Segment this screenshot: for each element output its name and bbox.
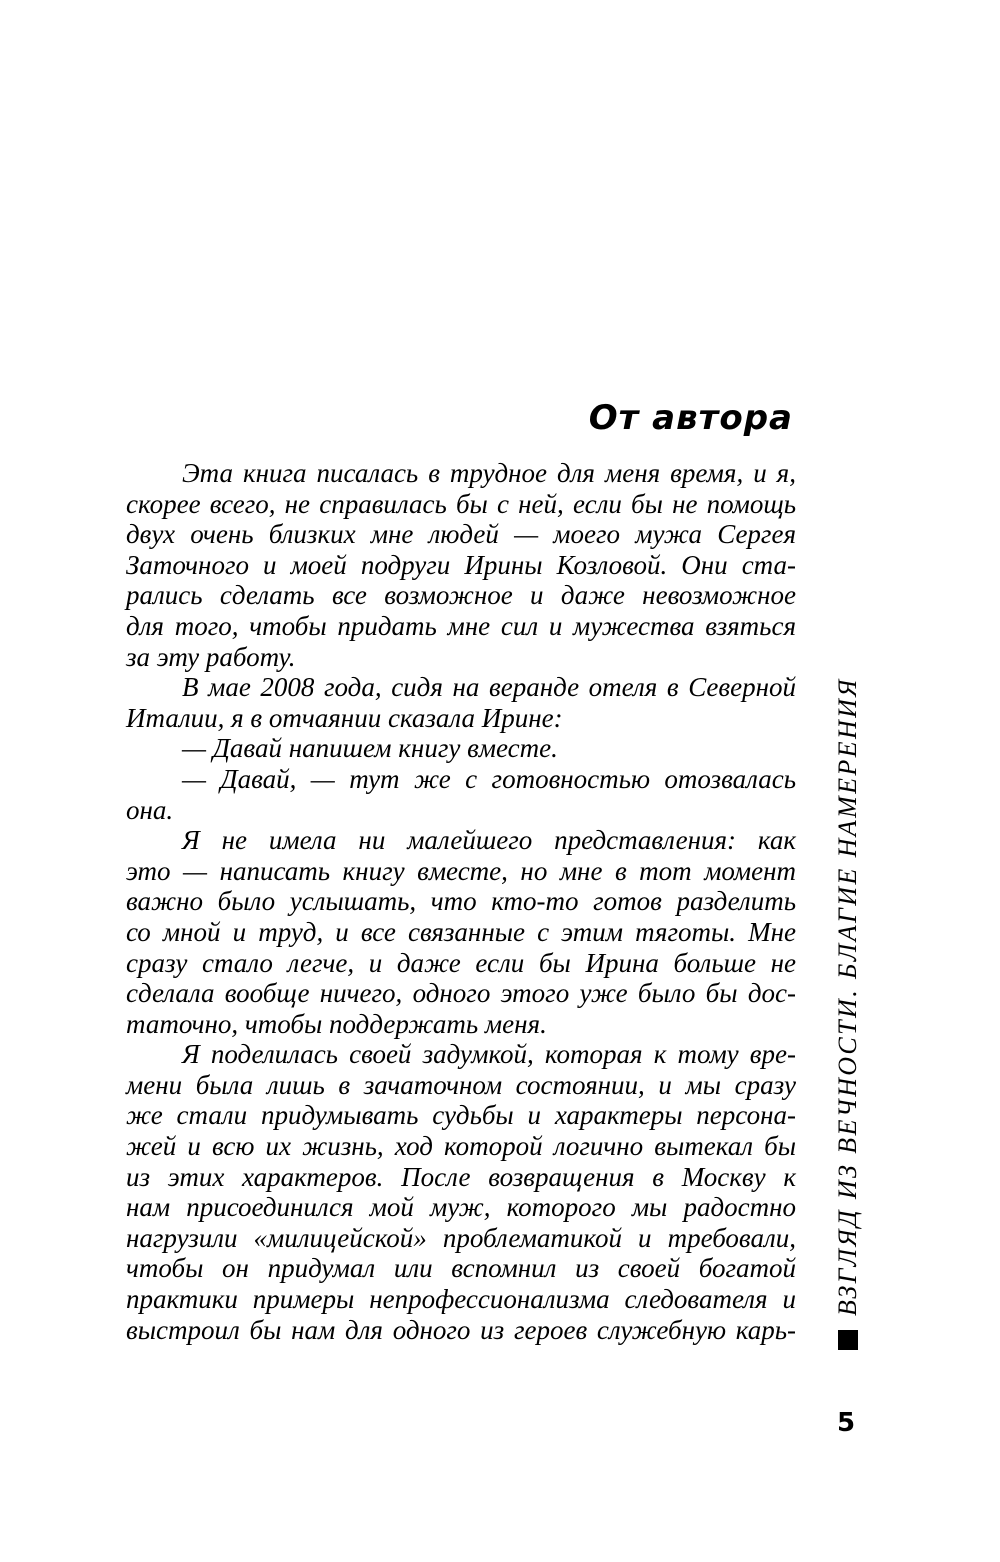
text-line: — Давай, — тут же с готовностью отозвалась	[182, 763, 796, 794]
text-line: мени была лишь в зачаточном состоянии, и мы сразу	[126, 1069, 796, 1100]
text-line: рались сделать все возможное и даже невозможное	[126, 580, 796, 611]
text-line: нам присоединился мой муж, которого мы радостно	[126, 1192, 796, 1223]
text-line: В мае 2008 года, сидя на веранде отеля в Северной	[182, 672, 796, 703]
page-number: 5	[836, 1408, 856, 1438]
body-text	[126, 458, 796, 1345]
text-line: важно было услышать, что кто-то готов разделить	[126, 886, 796, 917]
section-title: От автора	[588, 398, 793, 438]
text-line: сделала вообще ничего, одного этого уже было бы дос-	[126, 978, 796, 1009]
text-line: Италии, я в отчаянии сказала Ирине:	[126, 702, 563, 733]
square-marker-icon	[838, 1330, 858, 1350]
text-line: из этих характеров. После возвращения в Москву к	[126, 1161, 796, 1192]
text-line: чтобы он придумал или вспомнил из своей богатой	[126, 1253, 796, 1284]
text-line: для того, чтобы придать мне сил и мужества взяться	[126, 610, 796, 641]
text-line: жей и всю их жизнь, ход которой логично вытекал бы	[126, 1131, 796, 1162]
text-line: Заточного и моей подруги Ирины Козловой. Они ста-	[126, 549, 796, 580]
text-line: она.	[126, 794, 174, 825]
text-line: же стали придумывать судьбы и характеры персона-	[126, 1100, 796, 1131]
running-header	[828, 632, 868, 1352]
text-line: со мной и труд, и все связанные с этим тяготы. Мне	[126, 916, 796, 947]
text-line: практики примеры непрофессионализма следователя и	[126, 1284, 796, 1315]
text-line: Я поделилась своей задумкой, которая к тому вре-	[182, 1039, 796, 1070]
text-line: двух очень близких мне людей — моего мужа Сергея	[126, 519, 796, 550]
text-line: нагрузили «милицейской» проблематикой и требовали,	[126, 1222, 796, 1253]
text-line: — Давай напишем книгу вместе.	[182, 733, 558, 764]
text-line: скорее всего, не справилась бы с ней, если бы не помощь	[126, 488, 796, 519]
text-line: сразу стало легче, и даже если бы Ирина больше не	[126, 947, 796, 978]
text-line: это — написать книгу вместе, но мне в тот момент	[126, 855, 796, 886]
text-line: Я не имела ни малейшего представления: как	[182, 825, 796, 856]
text-line: Эта книга писалась в трудное для меня время, и я,	[182, 458, 796, 488]
text-line: за эту работу.	[126, 641, 296, 672]
running-header-text: ВЗГЛЯД ИЗ ВЕЧНОСТИ. БЛАГИЕ НАМЕРЕНИЯ	[833, 677, 862, 1316]
text-line: выстроил бы нам для одного из героев служебную карь-	[126, 1314, 796, 1345]
text-line: таточно, чтобы поддержать меня.	[126, 1008, 547, 1039]
